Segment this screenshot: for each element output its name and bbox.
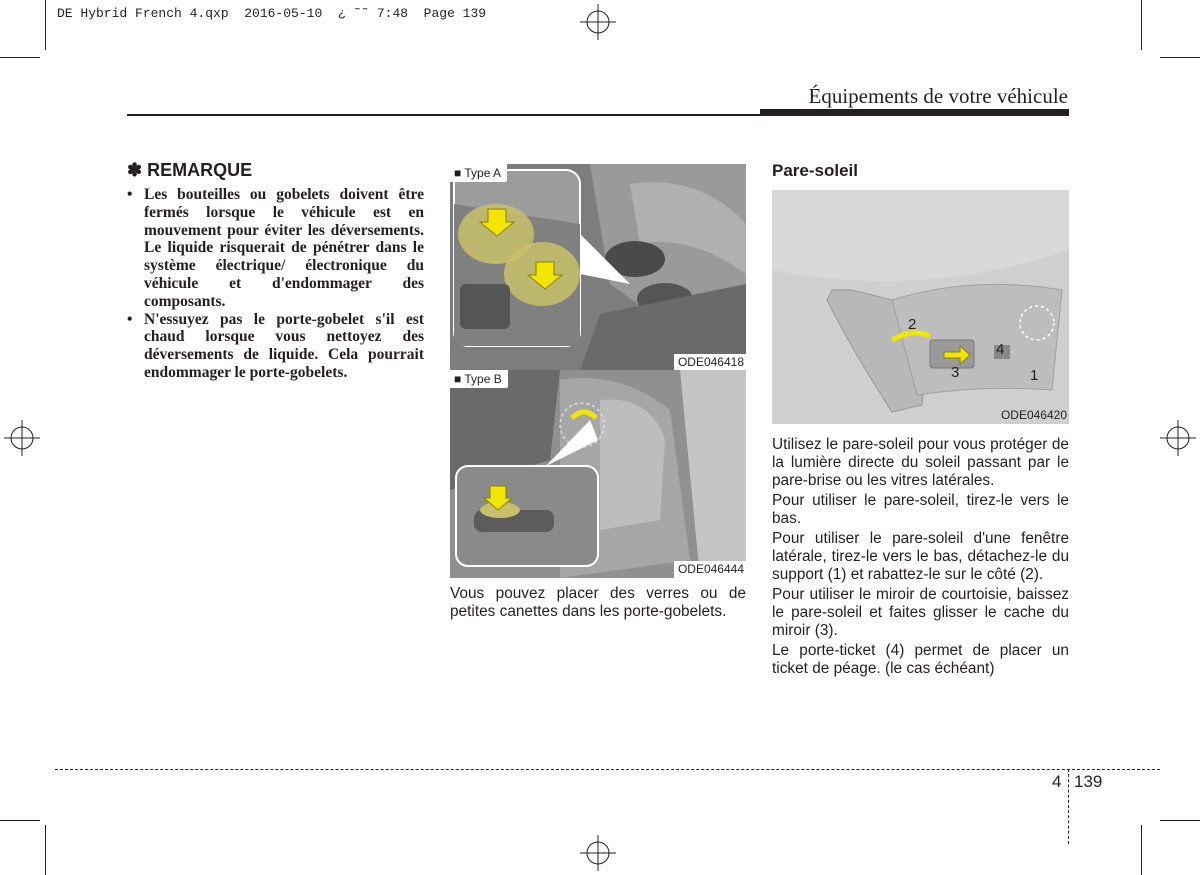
sunvisor-paragraph: Pour utiliser le pare-soleil d'une fenêtre latérale, tirez-le vers le bas, détachez-le du support (1) et rabattez-le sur le côté (2). bbox=[772, 530, 1069, 583]
callout-1: 1 bbox=[1030, 367, 1039, 384]
remark-item bbox=[127, 311, 424, 382]
sunvisor-heading: Pare-soleil bbox=[772, 161, 858, 180]
figure-tag: ■ Type B bbox=[450, 370, 508, 388]
crop-mark bbox=[45, 825, 46, 875]
registration-mark-icon bbox=[4, 420, 40, 456]
header-rule-thick bbox=[760, 109, 1069, 116]
sunvisor-paragraph: Pour utiliser le miroir de courtoisie, baissez le pare-soleil et faites glisser le cache du miroir (3). bbox=[772, 586, 1069, 639]
sunvisor-figure bbox=[772, 190, 1069, 424]
page-number: 139 bbox=[1074, 772, 1103, 791]
figure-tag: ■ Type A bbox=[450, 164, 507, 182]
cupholder-type-a-illustration bbox=[450, 164, 746, 371]
remark-title: ✽ REMARQUE bbox=[127, 160, 253, 180]
sunvisor-body bbox=[772, 436, 1069, 678]
remark-item-text: N'essuyez pas le porte-gobelet s'il est chaud lorsque vous nettoyez des déversements de liquide. Cela pourrait endommager le porte-gobelets. bbox=[144, 310, 424, 381]
cupholder-type-a-figure bbox=[450, 164, 746, 371]
cupholder-type-b-figure bbox=[450, 370, 746, 578]
section-title: Équipements de votre véhicule bbox=[808, 84, 1068, 108]
callout-3: 3 bbox=[951, 364, 960, 381]
remark-list bbox=[127, 186, 424, 382]
registration-mark-icon bbox=[1160, 420, 1196, 456]
figure-code: ODE046420 bbox=[1000, 408, 1067, 422]
remark-item-text: Les bouteilles ou gobelets doivent être fermés lorsque le véhicule est en mouvement pour éviter les déversements. Le liquide risquerait de pénétrer dans le système électrique/ électronique du véhicule et d'endommager des composants. bbox=[144, 186, 424, 310]
crop-mark bbox=[1141, 825, 1142, 875]
sunvisor-paragraph: Le porte-ticket (4) permet de placer un ticket de péage. (le cas échéant) bbox=[772, 642, 1069, 677]
footer-rule bbox=[55, 769, 1160, 770]
crop-mark bbox=[45, 0, 46, 50]
registration-mark-icon bbox=[580, 835, 616, 871]
figure-code: ODE046444 bbox=[674, 561, 746, 578]
crop-mark bbox=[1141, 0, 1142, 50]
chapter-number: 4 bbox=[1052, 772, 1062, 791]
crop-mark bbox=[0, 57, 40, 58]
sunvisor-paragraph: Pour utiliser le pare-soleil, tirez-le vers le bas. bbox=[772, 492, 1069, 527]
remark-item bbox=[127, 186, 424, 311]
cupholder-caption: Vous pouvez placer des verres ou de petites canettes dans les porte-gobelets. bbox=[450, 585, 746, 620]
crop-mark bbox=[0, 820, 40, 821]
registration-mark-icon bbox=[580, 4, 616, 40]
header-rule bbox=[127, 114, 760, 116]
crop-mark bbox=[1160, 57, 1200, 58]
print-slug: DE Hybrid French 4.qxp 2016-05-10 ¿ ˜˜ 7:48 Page 139 bbox=[57, 6, 487, 21]
bullet: • bbox=[127, 186, 133, 203]
callout-2: 2 bbox=[908, 316, 917, 333]
sunvisor-illustration bbox=[772, 190, 1069, 424]
figure-code: ODE046418 bbox=[674, 354, 746, 371]
cupholder-type-b-illustration bbox=[450, 370, 746, 578]
crop-mark bbox=[1160, 820, 1200, 821]
footer-divider bbox=[1068, 769, 1069, 844]
sunvisor-paragraph: Utilisez le pare-soleil pour vous protéger de la lumière directe du soleil passant par le pare-brise ou les vitres latérales. bbox=[772, 436, 1069, 489]
bullet: • bbox=[127, 310, 133, 328]
callout-4: 4 bbox=[996, 341, 1005, 358]
